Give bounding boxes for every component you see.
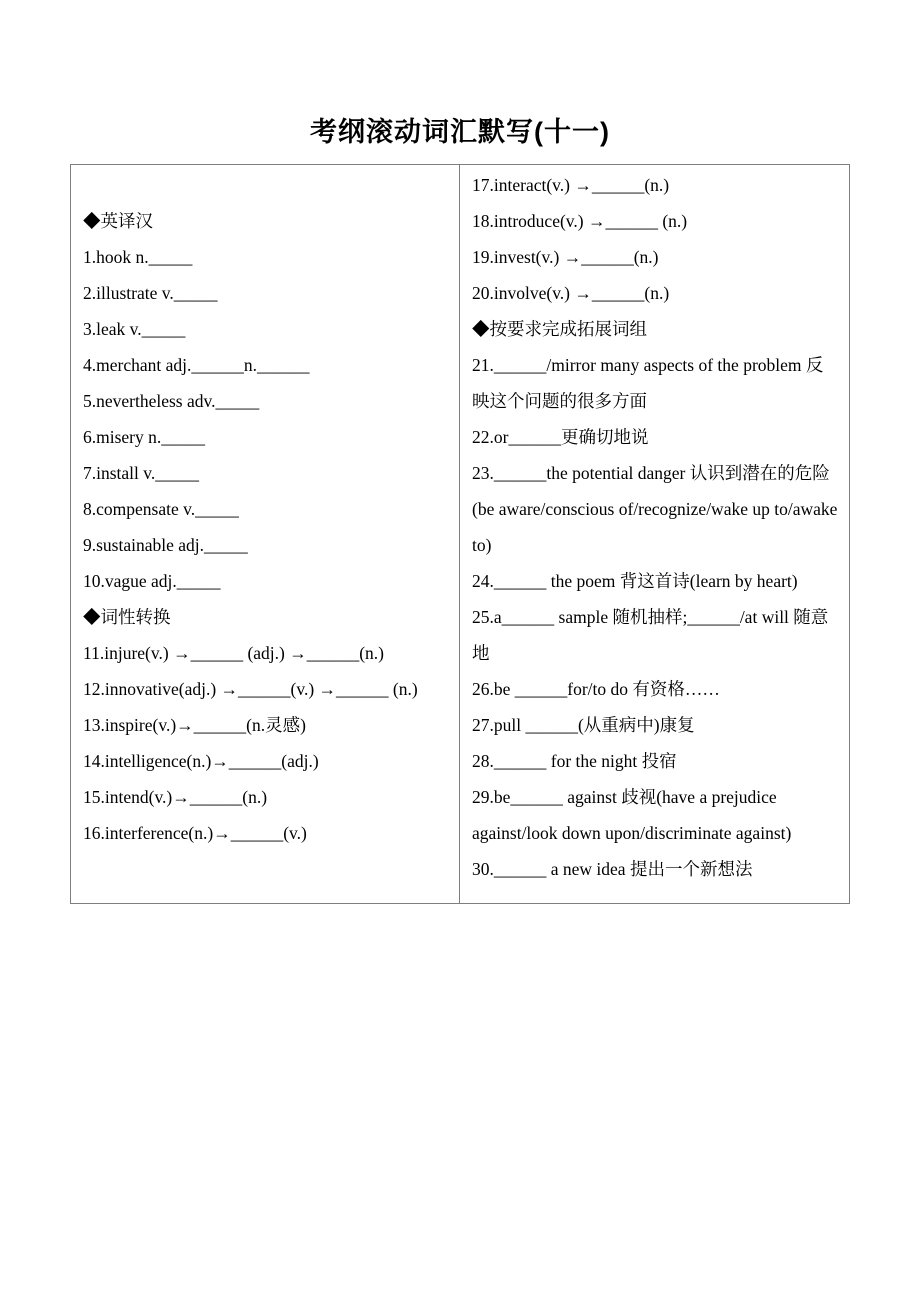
- vocab-item: 26.be ______for/to do 有资格……: [472, 679, 720, 699]
- section-header-en-to-cn: ◆英译汉: [83, 211, 153, 231]
- vocab-item: 17.interact(v.) →______(n.): [472, 175, 670, 195]
- vocab-item: 20.involve(v.) →______(n.): [472, 283, 670, 303]
- vocab-item: 22.or______更确切地说: [472, 427, 649, 447]
- right-column: [460, 165, 849, 903]
- vocab-item: 12.innovative(adj.) →______(v.) →______ (n.): [83, 679, 418, 699]
- section-header-pos-conversion: ◆词性转换: [83, 607, 171, 627]
- vocab-item: 25.a______ sample 随机抽样;______/at will 随意地: [472, 607, 829, 663]
- vocab-item: 2.illustrate v._____: [83, 283, 218, 303]
- vocab-item: 29.be______ against 歧视(have a prejudice against/look down upon/discriminate against): [472, 787, 792, 843]
- vocab-item: 8.compensate v._____: [83, 499, 239, 519]
- vocab-item: 7.install v._____: [83, 463, 200, 483]
- vocab-item: 24.______ the poem 背这首诗(learn by heart): [472, 571, 798, 591]
- vocab-item: 18.introduce(v.) →______ (n.): [472, 211, 688, 231]
- vocab-item: 23.______the potential danger 认识到潜在的危险(be aware/conscious of/recognize/wake up to/awake to): [472, 463, 838, 555]
- vocab-item: 10.vague adj._____: [83, 571, 221, 591]
- page-title: 考纲滚动词汇默写(十一): [310, 117, 610, 147]
- worksheet-table: [70, 164, 850, 904]
- left-column: [71, 165, 460, 903]
- vocab-item: 19.invest(v.) →______(n.): [472, 247, 659, 267]
- vocab-item: 16.interference(n.)→______(v.): [83, 823, 307, 843]
- vocab-item: 14.intelligence(n.)→______(adj.): [83, 751, 319, 771]
- vocab-item: 21.______/mirror many aspects of the problem 反映这个问题的很多方面: [472, 355, 824, 411]
- vocab-item: 9.sustainable adj._____: [83, 535, 248, 555]
- vocab-item: 6.misery n._____: [83, 427, 206, 447]
- vocab-item: 11.injure(v.) →______ (adj.) →______(n.): [83, 643, 385, 663]
- vocab-item: 27.pull ______(从重病中)康复: [472, 715, 695, 735]
- vocab-item: 15.intend(v.)→______(n.): [83, 787, 268, 807]
- vocab-item: 4.merchant adj.______n.______: [83, 355, 310, 375]
- vocab-item: 1.hook n._____: [83, 247, 193, 267]
- vocab-item: 30.______ a new idea 提出一个新想法: [472, 859, 753, 879]
- vocab-item: 5.nevertheless adv._____: [83, 391, 260, 411]
- vocab-item: 13.inspire(v.)→______(n.灵感): [83, 715, 306, 735]
- vocab-item: 28.______ for the night 投宿: [472, 751, 677, 771]
- section-header-phrases: ◆按要求完成拓展词组: [472, 319, 647, 339]
- vocab-item: 3.leak v._____: [83, 319, 186, 339]
